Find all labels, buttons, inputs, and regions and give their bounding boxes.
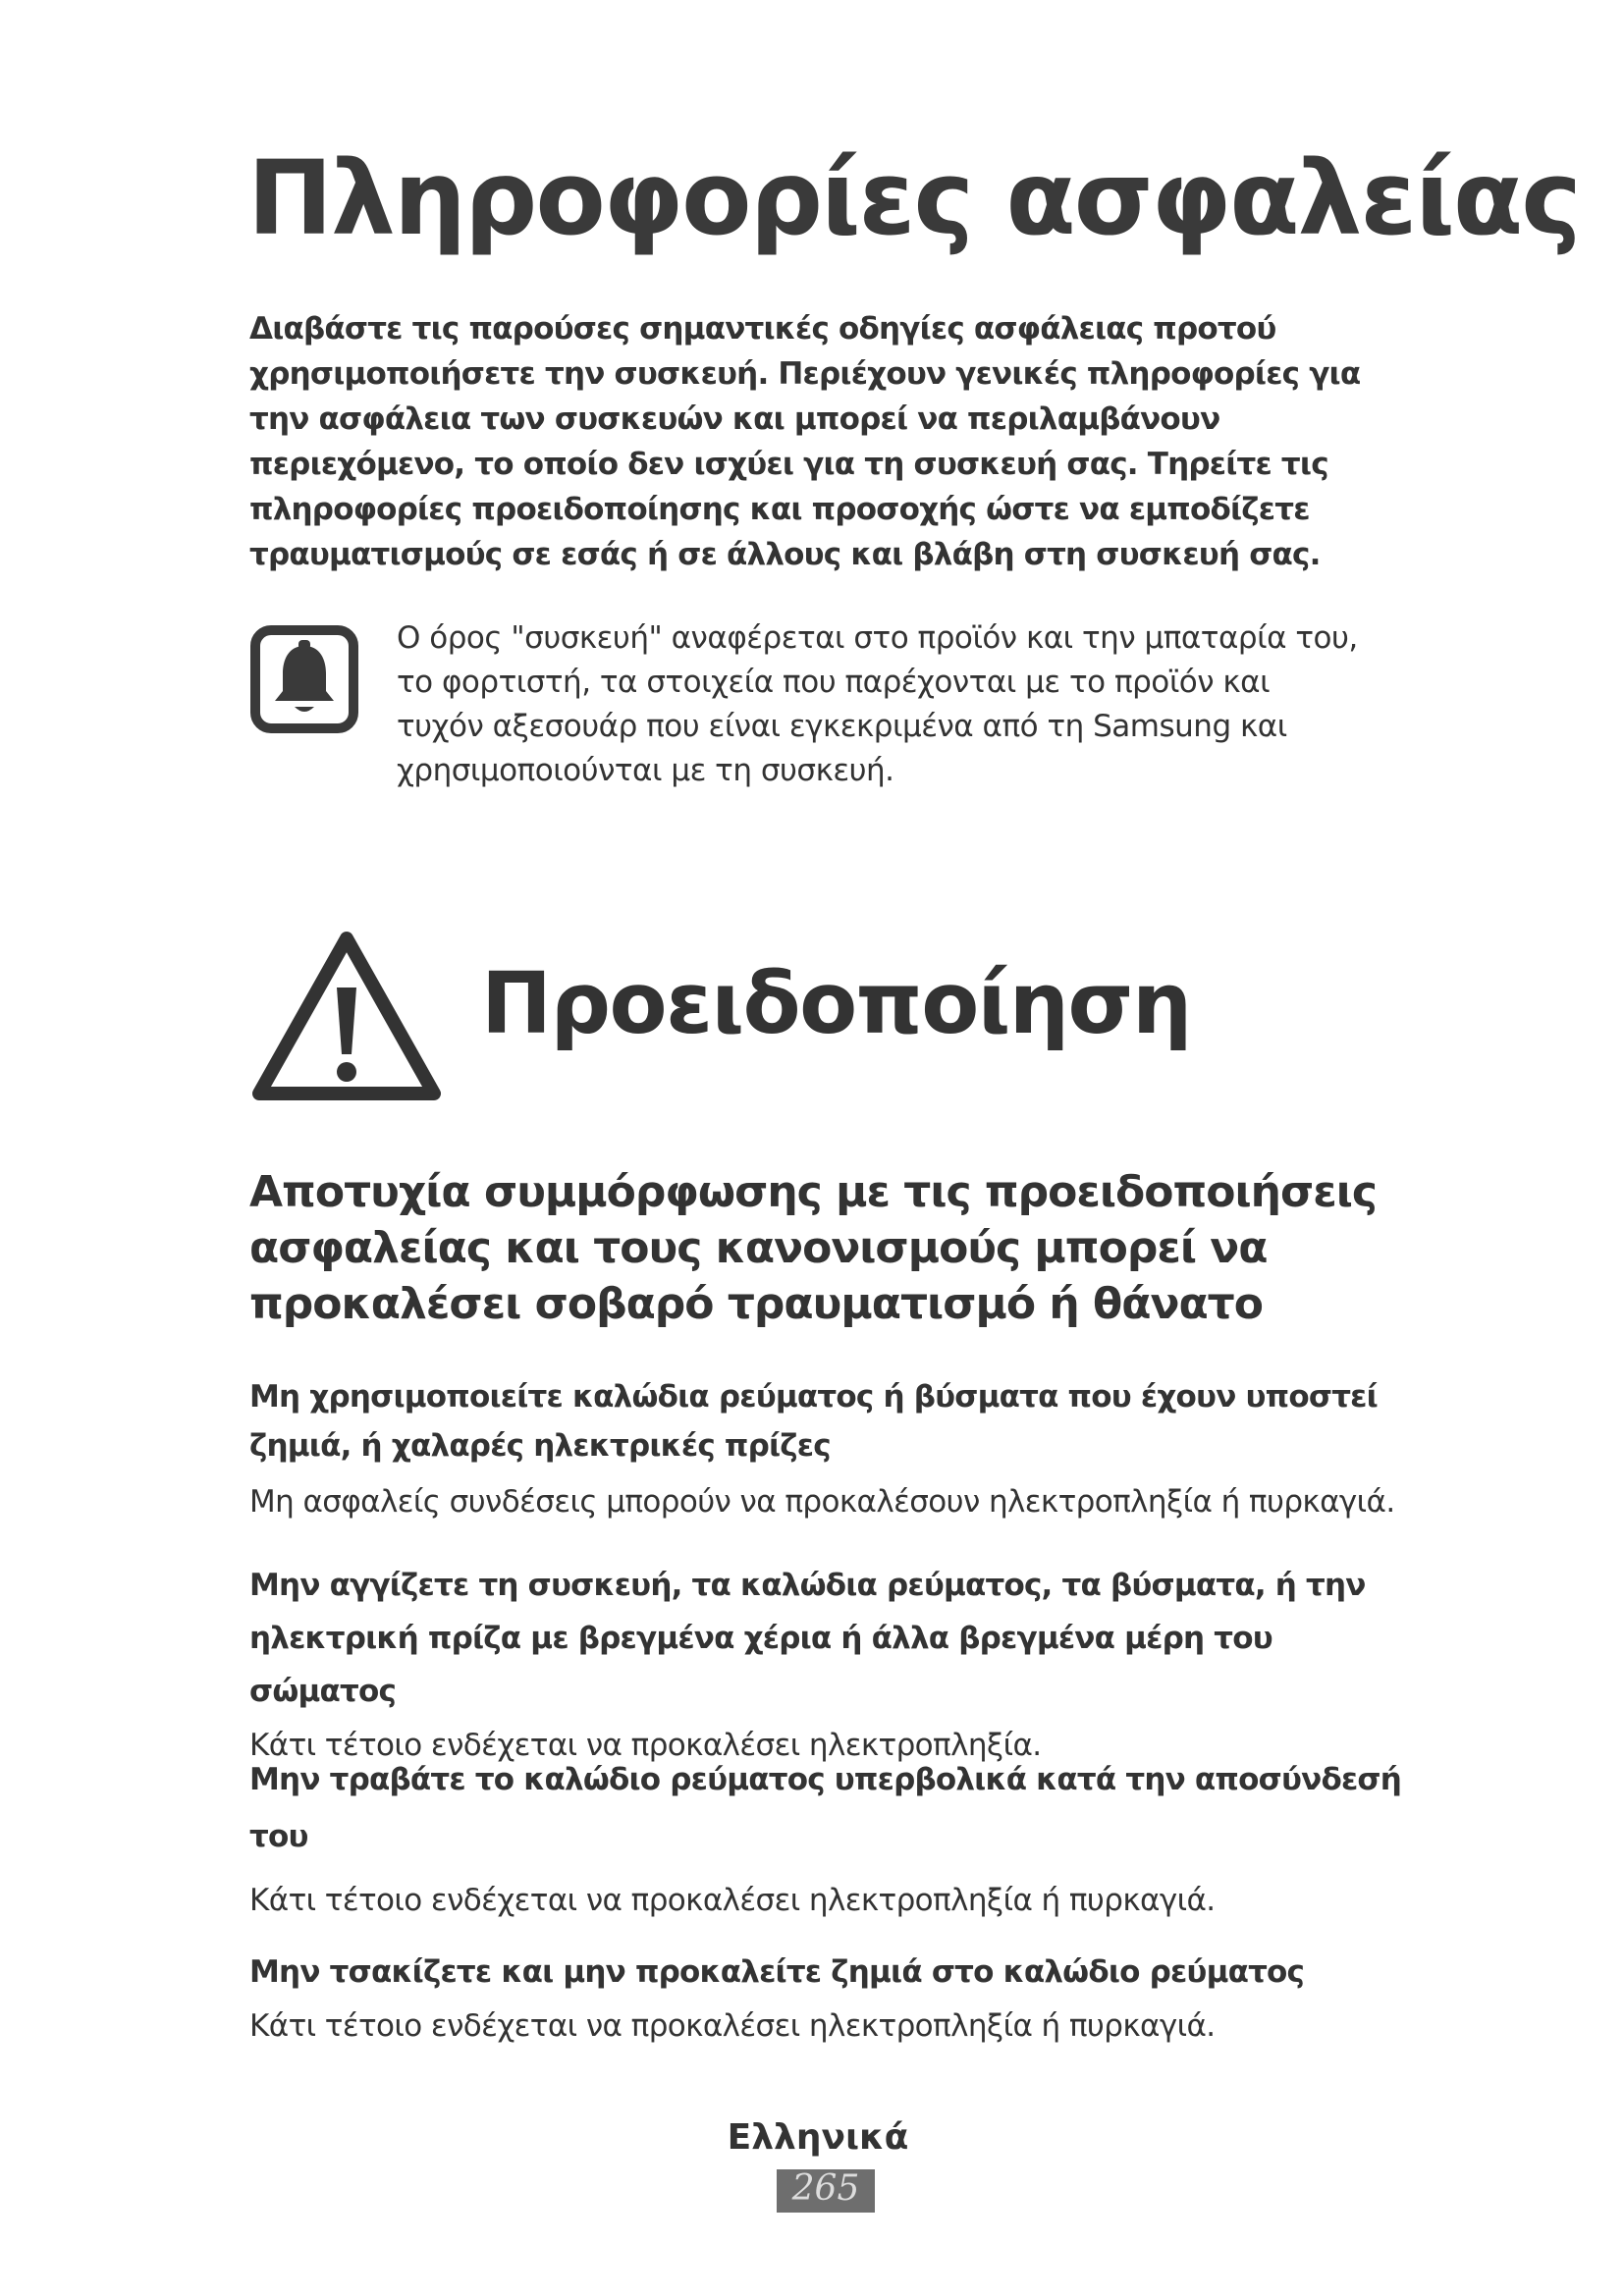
- item-heading: Μη χρησιμοποιείτε καλώδια ρεύματος ή βύσματα που έχουν υποστεί ζημιά, ή χαλαρές ηλεκτρικές πρίζες: [249, 1379, 1378, 1464]
- item-heading: Μην τραβάτε το καλώδιο ρεύματος υπερβολικά κατά την αποσύνδεσή του: [249, 1762, 1402, 1854]
- safety-item: [249, 1751, 1418, 1924]
- footer-language: Ελληνικά: [727, 2117, 909, 2158]
- page-number: 265: [777, 2169, 875, 2213]
- note-text: Ο όρος "συσκευή" αναφέρεται στο προϊόν και την μπαταρία του, το φορτιστή, τα στοιχεία που παρέχονται με το προϊόν και τυχόν αξεσουάρ που είναι εγκεκριμένα από τη Samsung και χρησιμοποιούνται με τη συσκευή.: [397, 620, 1358, 788]
- page-title: Πληροφορίες ασφαλείας: [247, 138, 1580, 258]
- bell-notice-icon: [249, 624, 359, 734]
- item-text: Κάτι τέτοιο ενδέχεται να προκαλέσει ηλεκτροπληξία ή πυρκαγιά.: [249, 1883, 1216, 1918]
- safety-item: [249, 1372, 1418, 1525]
- warning-heading: Προειδοποίηση: [481, 955, 1191, 1053]
- item-heading: Μην αγγίζετε τη συσκευή, τα καλώδια ρεύματος, τα βύσματα, ή την ηλεκτρική πρίζα με βρεγμένα χέρια ή άλλα βρεγμένα μέρη του σώματος: [249, 1568, 1366, 1709]
- item-text: Κάτι τέτοιο ενδέχεται να προκαλέσει ηλεκτροπληξία.: [249, 1728, 1042, 1763]
- warning-triangle-icon: [249, 927, 444, 1105]
- safety-item: [249, 1948, 1418, 2050]
- item-heading: Μην τσακίζετε και μην προκαλείτε ζημιά στο καλώδιο ρεύματος: [249, 1954, 1305, 1990]
- section-heading: Αποτυχία συμμόρφωσης με τις προειδοποιήσεις ασφαλείας και τους κανονισμούς μπορεί να προκαλέσει σοβαρό τραυματισμό ή θάνατο: [249, 1167, 1377, 1329]
- item-text: Κάτι τέτοιο ενδέχεται να προκαλέσει ηλεκτροπληξία ή πυρκαγιά.: [249, 2008, 1216, 2044]
- item-text: Μη ασφαλείς συνδέσεις μπορούν να προκαλέσουν ηλεκτροπληξία ή πυρκαγιά.: [249, 1484, 1395, 1520]
- intro-paragraph: Διαβάστε τις παρούσες σημαντικές οδηγίες ασφάλειας προτού χρησιμοποιήσετε την συσκευή. Περιέχουν γενικές πληροφορίες για την ασφάλεια των συσκευών και μπορεί να περιλαμβάνουν περιεχόμενο, το οποίο δεν ισχύει για τη συσκευή σας. Τηρείτε τις πληροφορίες προειδοποίησης και προσοχής ώστε να εμποδίζετε τραυματισμούς σε εσάς ή σε άλλους και βλάβη στη συσκευή σας.: [249, 311, 1361, 572]
- safety-item: [249, 1559, 1418, 1769]
